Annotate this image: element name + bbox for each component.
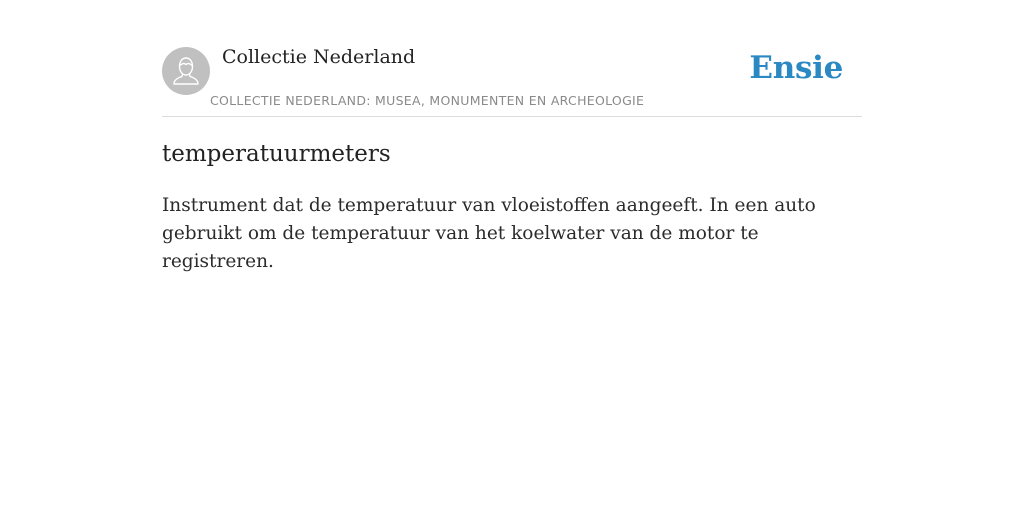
author-avatar[interactable] <box>162 47 210 95</box>
brand-logo[interactable]: Ensie <box>749 50 843 86</box>
user-silhouette-icon <box>162 47 210 95</box>
author-name[interactable]: Collectie Nederland <box>222 46 416 68</box>
term-title: temperatuurmeters <box>162 141 391 167</box>
collection-subtitle[interactable]: COLLECTIE NEDERLAND: MUSEA, MONUMENTEN EN ARCHEOLOGIE <box>210 93 645 108</box>
term-definition: Instrument dat de temperatuur van vloeistoffen aangeeft. In een auto gebruikt om de temperatuur van het koelwater van de motor te registreren. <box>162 195 816 272</box>
entry-header <box>162 0 862 117</box>
